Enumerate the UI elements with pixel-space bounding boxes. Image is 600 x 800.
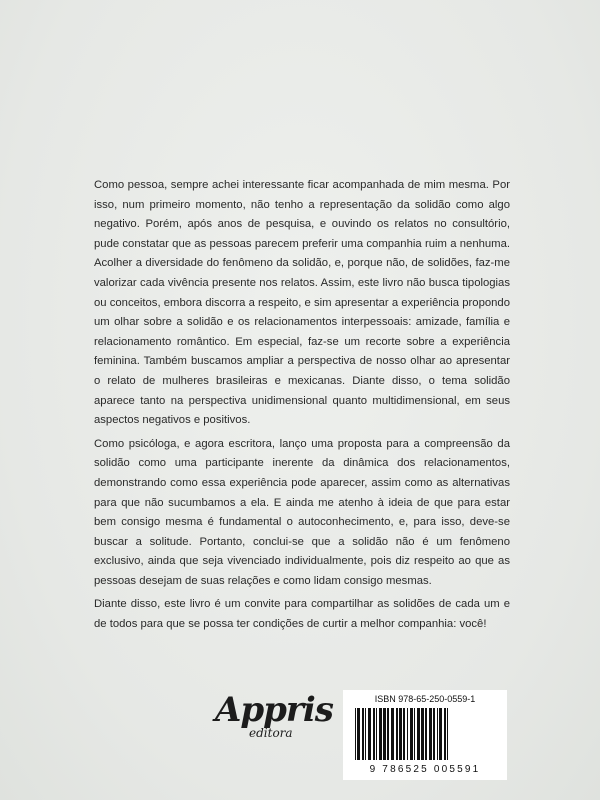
barcode-bar [439,708,442,760]
publisher-logo [215,690,333,750]
isbn-barcode [343,690,507,780]
barcode-bar [365,708,366,760]
barcode-bar [368,708,371,760]
barcode-bar [379,708,382,760]
barcode-bar [391,708,394,760]
barcode-digits: 9 786525 005591 [369,764,481,775]
isbn-label: ISBN 978-65-250-0559-1 [374,694,476,704]
barcode-bar [355,708,356,760]
synopsis-paragraph-3: Diante disso, este livro é um convite para compartilhar as solidões de cada um e de todos para que se possa ter condições de curtir a melhor companhia: você! [94,598,510,631]
publisher-logo-sub: editora [249,726,293,740]
barcode-bar [387,708,389,760]
barcode-bar [396,708,398,760]
barcode-bar [376,708,377,760]
barcode-bar [373,708,375,760]
barcode-bar [357,708,360,760]
barcode-bar [383,708,386,760]
barcode-bar [414,708,415,760]
barcode-bar [429,708,432,760]
synopsis-paragraph-2: Como psicóloga, e agora escritora, lanço uma proposta para a compreensão da solidão como uma participante inerente da dinâmica dos relacionamentos, demonstrando como essa experiência pode aparecer, assim como as alternativas para que não sucumbamos a ela. E ainda me atenho à ideia de que para estar bem consigo mesma é fundamental o autoconhecimento, e, para isso, deve-se buscar a solitude. Portanto, conclui-se que a solidão não é um fenômeno exclusivo, ainda que seja vivenciado individualmente, pois diz respeito ao que as pessoas desejam de suas relações e como lidam consigo mesmas. [94,437,510,587]
barcode-bar [433,708,435,760]
barcode-bar [399,708,402,760]
barcode-bar [447,708,448,760]
barcode-bar [407,708,408,760]
barcode-bar [362,708,364,760]
barcode-bar [444,708,446,760]
publisher-logo-main: Appris [215,690,333,730]
barcode-bars [353,708,497,764]
synopsis-text [94,176,510,635]
barcode-bar [417,708,420,760]
barcode-bar [410,708,413,760]
barcode-bar [403,708,405,760]
barcode-bar [437,708,438,760]
synopsis-paragraph-1: Como pessoa, sempre achei interessante ficar acompanhada de mim mesma. Por isso, num primeiro momento, não tenho a representação da solidão como algo negativo. Porém, após anos de pesquisa, e ouvindo os relatos no consultório, pude constatar que as pessoas parecem preferir uma companhia ruim a nenhuma. Acolher a diversidade do fenômeno da solidão, e, porque não, de solidões, faz-me valorizar cada vivência presente nos relatos. Assim, este livro não busca tipologias ou conceitos, embora discorra a respeito, e sim apresentar a experiência propondo um olhar sobre a solidão e os relacionamentos interpessoais: amizade, família e relacionamento romântico. Em especial, faz-se um recorte sobre a experiência feminina. Também buscamos ampliar a perspectiva de nosso olhar ao apresentar o relato de mulheres brasileiras e mexicanas. Diante disso, o tema solidão aparece tanto na perspectiva unidimensional quanto multidimensional, em seus aspectos negativos e positivos. [94,179,510,427]
barcode-bar [421,708,424,760]
barcode-bar [425,708,427,760]
